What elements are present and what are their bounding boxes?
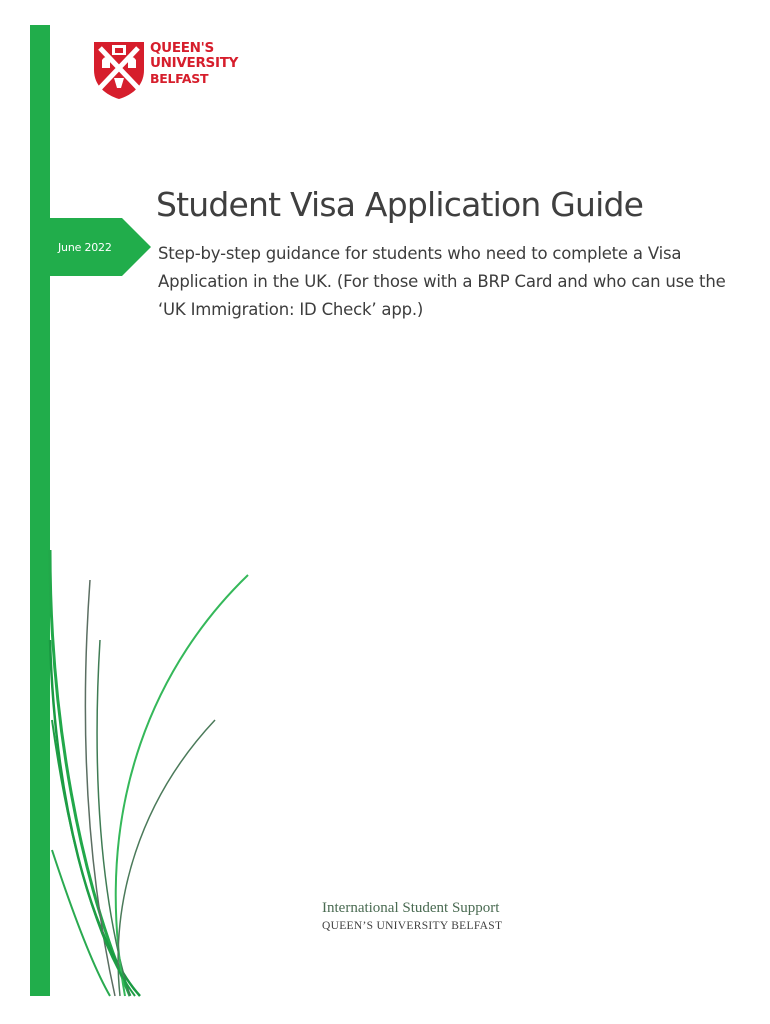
publication-date: June 2022 <box>58 241 112 254</box>
decorative-grass-illustration <box>0 520 300 1024</box>
logo-line-queens: QUEEN'S <box>150 40 214 56</box>
document-subtitle: Step-by-step guidance for students who need to complete a Visa Application in the UK. (For those with a BRP Card and who can use the ‘UK Immigration: ID Check’ app.) <box>158 244 726 319</box>
university-name <box>150 41 238 86</box>
document-title: Student Visa Application Guide <box>156 185 644 224</box>
logo-line-university: UNIVERSITY <box>150 55 239 71</box>
department-name: International Student Support <box>322 900 500 916</box>
logo-line-belfast: BELFAST <box>150 71 209 86</box>
footer-university-name: QUEEN’S UNIVERSITY BELFAST <box>322 920 503 932</box>
